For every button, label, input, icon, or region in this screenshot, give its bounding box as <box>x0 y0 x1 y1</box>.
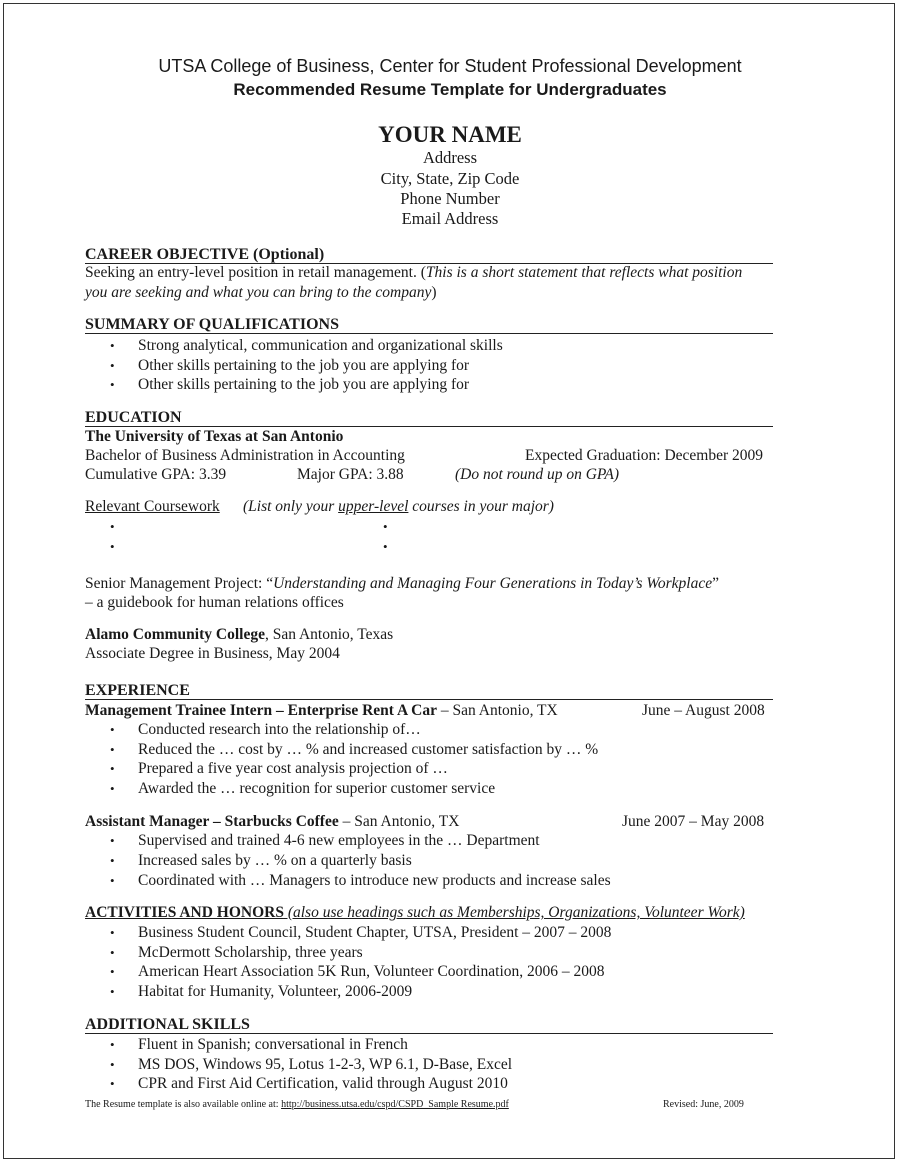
bullet-icon: • <box>110 377 115 392</box>
list-item: CPR and First Aid Certification, valid through August 2010 <box>138 1075 508 1093</box>
bullet-icon: • <box>110 964 115 980</box>
bullet-icon: • <box>110 722 115 737</box>
list-item: Conducted research into the relationship of… <box>138 721 421 738</box>
section-heading-summary: SUMMARY OF QUALIFICATIONS <box>85 316 339 333</box>
coursework-label: Relevant Coursework <box>85 498 220 515</box>
list-item: Other skills pertaining to the job you are applying for <box>138 376 470 393</box>
gpa-note: (Do not round up on GPA) <box>455 466 620 483</box>
job-dates: June 2007 – May 2008 <box>622 813 765 830</box>
city-state-zip: City, State, Zip Code <box>380 169 520 188</box>
section-heading-activities: ACTIVITIES AND HONORS (also use headings such as Memberships, Organizations, Volunteer Work) <box>85 904 745 921</box>
list-item: Supervised and trained 4-6 new employees in the … Department <box>138 832 540 849</box>
section-heading-education: EDUCATION <box>85 409 182 426</box>
senior-project: Senior Management Project: “Understanding and Managing Four Generations in Today’s Workplace” <box>85 575 720 592</box>
email-text: Email Address <box>401 209 499 228</box>
section-heading-experience: EXPERIENCE <box>85 682 190 699</box>
list-item: Habitat for Humanity, Volunteer, 2006-2009 <box>138 983 413 1001</box>
section-rule <box>85 1033 773 1034</box>
bullet-icon: • <box>110 872 115 888</box>
phone-text: Phone Number <box>400 189 500 208</box>
list-item: Reduced the … cost by … % and increased customer satisfaction by … % <box>138 740 599 758</box>
name-heading: YOUR NAME <box>378 122 522 147</box>
section-rule <box>85 333 773 334</box>
bullet-icon: • <box>110 984 115 1000</box>
list-item: McDermott Scholarship, three years <box>138 943 363 961</box>
bullet-icon: • <box>110 741 115 757</box>
bullet-icon: • <box>110 852 115 868</box>
coursework-bullet: • <box>383 539 388 554</box>
address-text: Address <box>422 148 478 167</box>
section-heading-objective: CAREER OBJECTIVE (Optional) <box>85 246 325 263</box>
bullet-icon: • <box>110 833 115 848</box>
bullet-icon: • <box>110 357 115 373</box>
objective-text-cont: you are seeking and what you can bring to the company) <box>85 284 437 301</box>
bullet-icon: • <box>110 780 115 796</box>
section-heading-skills: ADDITIONAL SKILLS <box>85 1016 250 1033</box>
graduation-date: Expected Graduation: December 2009 <box>525 447 764 464</box>
coursework-note: (List only your upper-level courses in your major) <box>243 498 554 515</box>
bullet-icon: • <box>110 1056 115 1072</box>
school-2: Alamo Community College, San Antonio, Texas <box>85 626 394 643</box>
job-title: Assistant Manager – Starbucks Coffee – San Antonio, TX <box>85 813 460 830</box>
list-item: MS DOS, Windows 95, Lotus 1-2-3, WP 6.1, D-Base, Excel <box>138 1055 513 1073</box>
bullet-icon: • <box>110 1076 115 1092</box>
footer-link[interactable]: http://business.utsa.edu/cspd/CSPD_Sample Resume.pdf <box>281 1099 509 1110</box>
list-item: Other skills pertaining to the job you are applying for <box>138 356 470 374</box>
cumulative-gpa: Cumulative GPA: 3.39 <box>85 466 227 483</box>
senior-project-desc: – a guidebook for human relations offices <box>85 594 344 611</box>
list-item: Coordinated with … Managers to introduce new products and increase sales <box>138 871 611 889</box>
coursework-bullet: • <box>110 539 115 554</box>
job-dates: June – August 2008 <box>642 702 765 719</box>
bullet-icon: • <box>110 338 115 353</box>
bullet-icon: • <box>110 1037 115 1052</box>
header-line-2: Recommended Resume Template for Undergraduates <box>233 80 667 99</box>
list-item: Awarded the … recognition for superior customer service <box>138 779 496 797</box>
bullet-icon: • <box>110 944 115 960</box>
section-rule <box>85 426 773 427</box>
bullet-icon: • <box>110 761 115 776</box>
list-item: Fluent in Spanish; conversational in French <box>138 1036 408 1053</box>
degree-text: Bachelor of Business Administration in Accounting <box>85 447 405 464</box>
revised-date: Revised: June, 2009 <box>663 1099 744 1110</box>
objective-text: Seeking an entry-level position in retail management. (This is a short statement that reflects what position <box>85 264 743 281</box>
list-item: Strong analytical, communication and organizational skills <box>138 337 503 354</box>
coursework-bullet: • <box>383 519 388 534</box>
major-gpa: Major GPA: 3.88 <box>297 466 404 483</box>
school-name: The University of Texas at San Antonio <box>85 428 344 445</box>
job-title: Management Trainee Intern – Enterprise Rent A Car – San Antonio, TX <box>85 702 558 719</box>
bullet-icon: • <box>110 925 115 940</box>
header-line-1: UTSA College of Business, Center for Student Professional Development <box>158 56 742 76</box>
list-item: American Heart Association 5K Run, Volunteer Coordination, 2006 – 2008 <box>138 963 605 981</box>
coursework-bullet: • <box>110 519 115 534</box>
school-2-degree: Associate Degree in Business, May 2004 <box>85 645 340 662</box>
section-rule <box>85 699 773 700</box>
list-item: Increased sales by … % on a quarterly basis <box>138 851 412 869</box>
footer-note: The Resume template is also available online at: http://business.utsa.edu/cspd/CSPD_Sample Resume.pdf <box>85 1099 509 1110</box>
list-item: Prepared a five year cost analysis projection of … <box>138 760 448 777</box>
list-item: Business Student Council, Student Chapter, UTSA, President – 2007 – 2008 <box>138 924 612 941</box>
